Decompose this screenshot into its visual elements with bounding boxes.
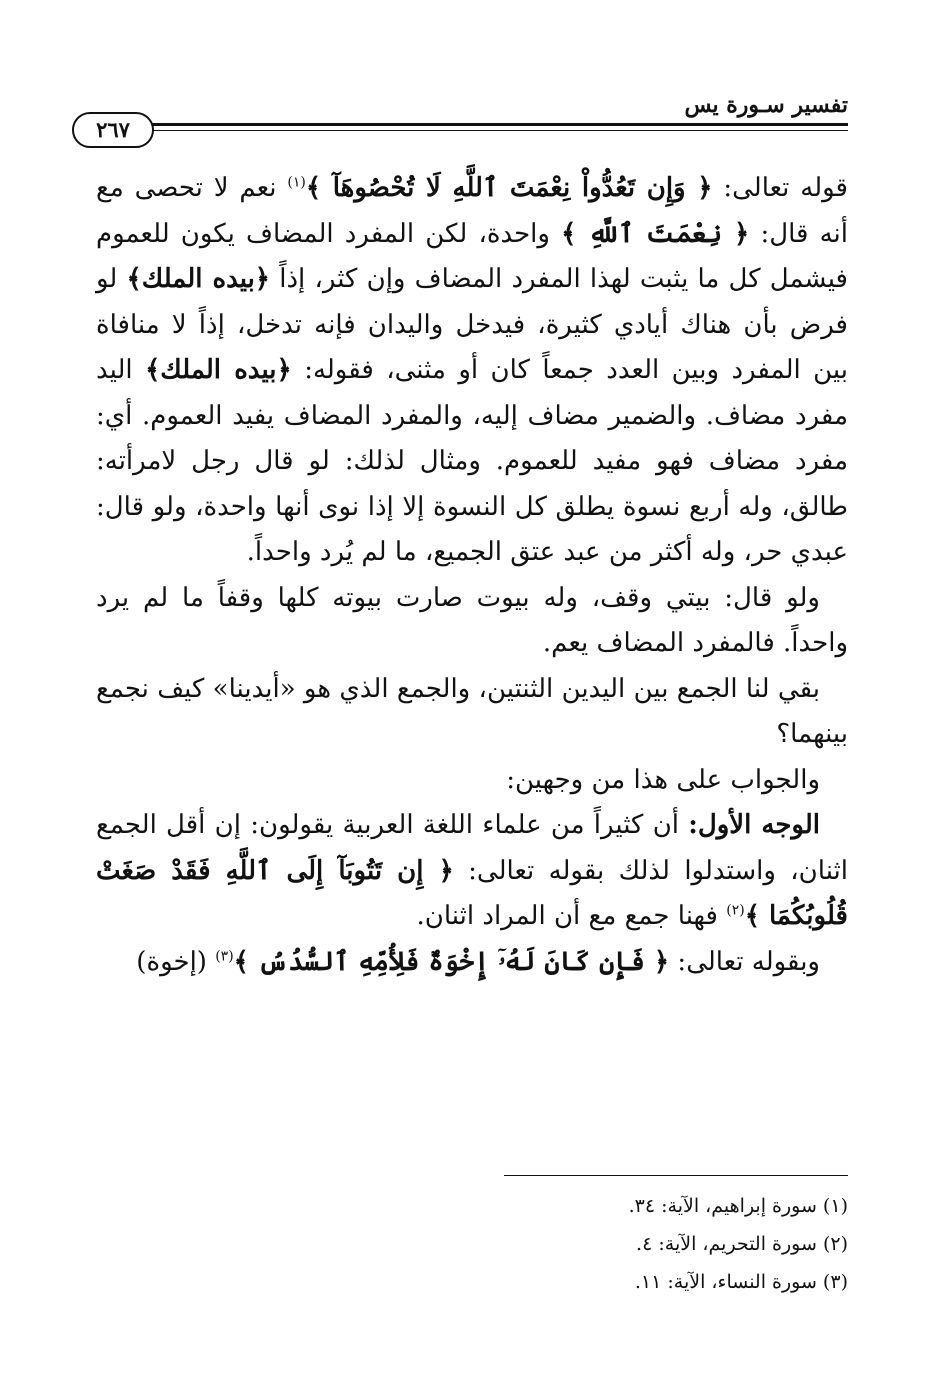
quoted-phrase: ﴿بيده الملك﴾: [145, 355, 292, 385]
text-run: نعم لا تحصى مع أنه قال:: [96, 173, 849, 249]
footnote-ref: (٢): [726, 902, 745, 919]
paragraph-1: [96, 166, 848, 576]
page-number: ٢٦٧: [72, 112, 154, 148]
text-run: قوله تعالى:: [712, 173, 848, 203]
footnote-2: (٢) سورة التحريم، الآية: ٤.: [636, 1233, 848, 1255]
running-title: تفسير سـورة يس: [684, 92, 848, 118]
paragraph-6: [96, 940, 848, 986]
header-rule-thick: [148, 123, 848, 126]
quran-verse: ﴿ فَإِن كَانَ لَهُۥٓ إِخْوَةٌ فَلِأُمِّهِ ٱلسُّدُسُ ﴾: [233, 946, 670, 977]
footnote-ref: (١): [287, 174, 306, 191]
quoted-phrase: ﴿بيده الملك﴾: [126, 264, 271, 294]
section-label: الوجه الأول:: [688, 810, 820, 840]
text-run: اليد مفرد مضاف. والضمير مضاف إليه، والمفرد المضاف يفيد العموم. أي: مفرد مضاف فهو مفيد للعموم. ومثال لذلك: لو قال رجل لامرأته: طالق، وله أربع نسوة يطلق كل النسوة إلا إذا نوى أنها واحدة، ولو قال: عبدي حر، وله أكثر من عبد عتق الجميع، ما لم يُرد واحداً.: [96, 355, 848, 567]
paragraph-2: ولو قال: بيتي وقف، وله بيوت صارت بيوته كلها وقفاً ما لم يرد واحداً. فالمفرد المضاف يعم.: [96, 582, 848, 658]
footnote-3: (٣) سورة النساء، الآية: ١١.: [634, 1271, 848, 1293]
text-run: (إخوة): [136, 946, 216, 977]
quran-verse: ﴿ وَإِن تَعُدُّواْ نِعْمَتَ ٱللَّهِ لَا تُحْصُوهَآ ﴾: [305, 173, 713, 203]
footnote-1: (١) سورة إبراهيم، الآية: ٣٤.: [628, 1195, 848, 1217]
text-run: وبقوله تعالى:: [669, 946, 820, 977]
quran-verse: ﴿ إِن تَتُوبَآ إِلَى ٱللَّهِ فَقَدْ صَغَتْ قُلُوبُكُمَا ﴾: [96, 855, 848, 931]
footnotes: [248, 1187, 848, 1301]
text-run: واحدة، لكن المفرد المضاف يكون للعموم فيشمل كل ما يثبت لهذا المفرد المضاف وإن كثر، إذاً: [96, 218, 848, 294]
main-text: [96, 166, 848, 985]
text-run: فهنا جمع مع أن المراد اثنان.: [416, 901, 727, 931]
footnote-separator: [504, 1175, 848, 1176]
text-run: لو فرض بأن هناك أيادي كثيرة، فيدخل واليدان فإنه تدخل، إذاً لا منافاة بين المفرد وبين العدد جمعاً كان أو مثنى، فقوله:: [96, 264, 848, 385]
text-run: أن كثيراً من علماء اللغة العربية يقولون: إن أقل الجمع اثنان، واستدلوا لذلك بقوله تعالى:: [96, 810, 848, 886]
header-rule-thin: [148, 130, 848, 131]
quran-verse: ﴿ نِعْمَتَ ٱللَّهِ ﴾: [561, 218, 750, 249]
paragraph-5: [96, 803, 848, 940]
paragraph-3: بقي لنا الجمع بين اليدين الثنتين، والجمع الذي هو «أيدينا» كيف نجمع بينهما؟: [96, 673, 848, 749]
paragraph-4: والجواب على هذا من وجهين:: [506, 764, 820, 795]
footnote-ref: (٣): [215, 947, 234, 964]
